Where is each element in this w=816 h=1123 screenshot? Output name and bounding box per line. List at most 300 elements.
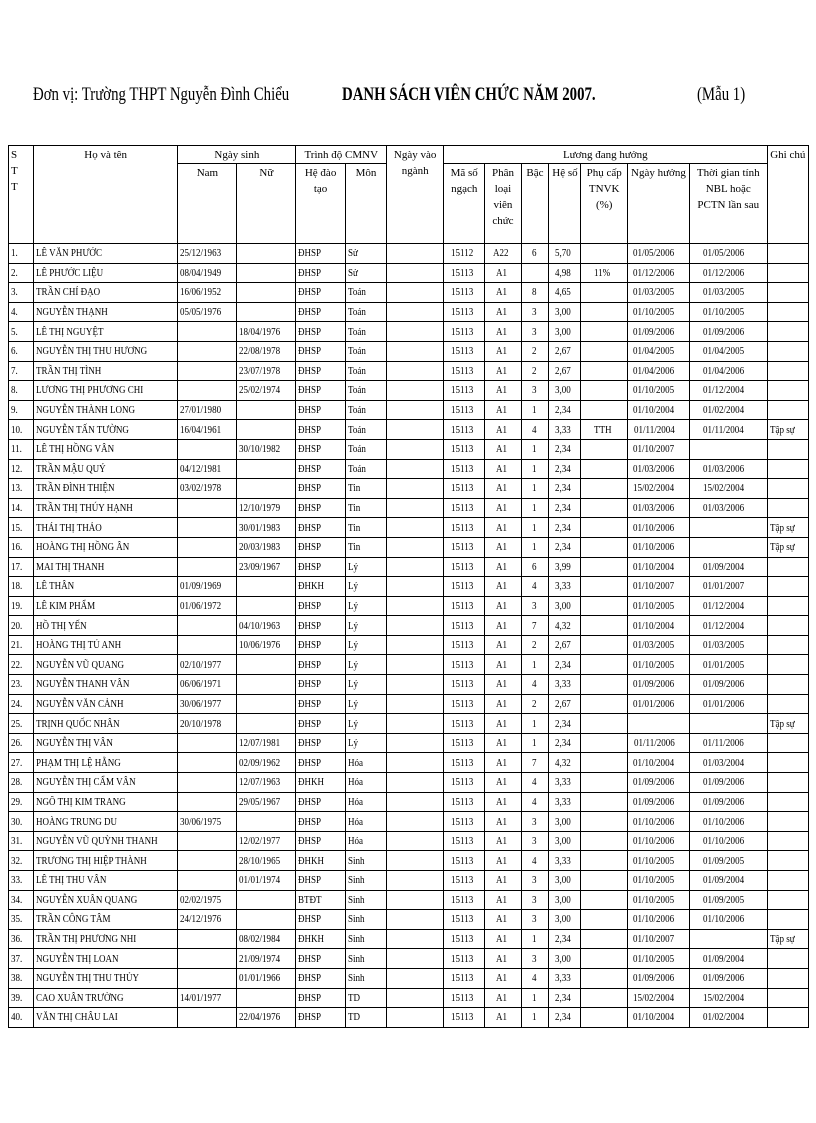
salary-grade-cell: 1 — [521, 479, 549, 499]
salary-since-cell: 01/10/2005 — [627, 871, 689, 891]
salary-coef-cell: 2,34 — [549, 988, 581, 1008]
join-date-cell — [387, 479, 444, 499]
salary-coef-cell: 3,00 — [549, 949, 581, 969]
staff-name-cell: NGUYỄN VŨ QUỲNH THANH — [33, 831, 178, 851]
subject-cell: Lý — [345, 694, 386, 714]
row-number-cell: 11. — [9, 439, 34, 459]
salary-coef-cell: 4,32 — [549, 753, 581, 773]
subject-cell: Toán — [345, 381, 386, 401]
join-date-cell — [387, 773, 444, 793]
subject-cell: Toán — [345, 302, 386, 322]
row-number-cell: 21. — [9, 635, 34, 655]
join-date-cell — [387, 890, 444, 910]
staff-name-cell: TRẦN THỊ PHƯƠNG NHI — [33, 929, 178, 949]
row-number-cell: 5. — [9, 322, 34, 342]
staff-name-cell: NGÔ THỊ KIM TRANG — [33, 792, 178, 812]
row-number-cell: 29. — [9, 792, 34, 812]
salary-grade-cell: 3 — [521, 322, 549, 342]
staff-class-cell: A1 — [485, 498, 521, 518]
birth-male-cell: 27/01/1980 — [178, 400, 237, 420]
staff-class-cell: A1 — [485, 302, 521, 322]
training-type-cell: ĐHSP — [296, 244, 346, 264]
allowance-cell — [581, 596, 628, 616]
birth-female-cell: 04/10/1963 — [237, 616, 296, 636]
join-date-cell — [387, 968, 444, 988]
staff-class-cell: A1 — [485, 988, 521, 1008]
table-row — [9, 988, 809, 1008]
table-row — [9, 479, 809, 499]
training-type-cell: ĐHSP — [296, 988, 346, 1008]
row-number-cell: 23. — [9, 675, 34, 695]
salary-coef-cell: 2,67 — [549, 341, 581, 361]
header-join-date: Ngày vào ngành — [387, 146, 444, 244]
staff-name-cell: LÊ PHƯỚC LIỆU — [33, 263, 178, 283]
join-date-cell — [387, 655, 444, 675]
next-raise-cell: 01/12/2004 — [689, 616, 767, 636]
table-row — [9, 557, 809, 577]
birth-male-cell — [178, 537, 237, 557]
allowance-cell — [581, 616, 628, 636]
salary-coef-cell: 3,00 — [549, 831, 581, 851]
salary-grade-cell: 4 — [521, 577, 549, 597]
table-row — [9, 537, 809, 557]
subject-cell: Toán — [345, 400, 386, 420]
subject-cell: Hóa — [345, 812, 386, 832]
salary-grade-cell: 2 — [521, 361, 549, 381]
next-raise-cell: 01/03/2005 — [689, 283, 767, 303]
row-number-cell: 10. — [9, 420, 34, 440]
join-date-cell — [387, 988, 444, 1008]
salary-grade-cell: 4 — [521, 792, 549, 812]
join-date-cell — [387, 694, 444, 714]
staff-class-cell: A1 — [485, 851, 521, 871]
next-raise-cell: 01/04/2006 — [689, 361, 767, 381]
subject-cell: Hóa — [345, 753, 386, 773]
note-cell — [767, 812, 808, 832]
birth-male-cell: 03/02/1978 — [178, 479, 237, 499]
header-next: Thời gian tính NBL hoặc PCTN lần sau — [689, 164, 767, 244]
salary-grade-cell: 1 — [521, 1008, 549, 1028]
subject-cell: Sinh — [345, 968, 386, 988]
salary-grade-cell: 2 — [521, 341, 549, 361]
staff-name-cell: TRẦN THỊ THÚY HẠNH — [33, 498, 178, 518]
grade-code-cell: 15113 — [444, 577, 485, 597]
row-number-cell: 33. — [9, 871, 34, 891]
birth-male-cell: 16/06/1952 — [178, 283, 237, 303]
birth-female-cell — [237, 263, 296, 283]
birth-female-cell — [237, 655, 296, 675]
join-date-cell — [387, 1008, 444, 1028]
row-number-cell: 30. — [9, 812, 34, 832]
table-row — [9, 929, 809, 949]
training-type-cell: ĐHSP — [296, 420, 346, 440]
grade-code-cell: 15113 — [444, 910, 485, 930]
salary-since-cell: 01/10/2006 — [627, 812, 689, 832]
grade-code-cell: 15113 — [444, 733, 485, 753]
salary-grade-cell: 4 — [521, 773, 549, 793]
salary-since-cell: 01/10/2006 — [627, 537, 689, 557]
salary-since-cell: 01/03/2006 — [627, 498, 689, 518]
next-raise-cell: 01/09/2005 — [689, 851, 767, 871]
salary-since-cell — [627, 714, 689, 734]
join-date-cell — [387, 792, 444, 812]
birth-female-cell: 21/09/1974 — [237, 949, 296, 969]
salary-coef-cell: 2,34 — [549, 400, 581, 420]
subject-cell: TD — [345, 988, 386, 1008]
row-number-cell: 17. — [9, 557, 34, 577]
staff-class-cell: A1 — [485, 675, 521, 695]
note-cell — [767, 302, 808, 322]
document-title: DANH SÁCH VIÊN CHỨC NĂM 2007. — [342, 84, 596, 105]
staff-name-cell: NGUYỄN THỊ LOAN — [33, 949, 178, 969]
header-class: Phân loại viên chức — [485, 164, 521, 244]
staff-name-cell: PHẠM THỊ LỆ HẰNG — [33, 753, 178, 773]
row-number-cell: 27. — [9, 753, 34, 773]
staff-class-cell: A1 — [485, 479, 521, 499]
salary-since-cell: 15/02/2004 — [627, 988, 689, 1008]
training-type-cell: ĐHSP — [296, 557, 346, 577]
table-row — [9, 812, 809, 832]
row-number-cell: 32. — [9, 851, 34, 871]
salary-coef-cell: 2,34 — [549, 1008, 581, 1028]
training-type-cell: ĐHSP — [296, 753, 346, 773]
allowance-cell — [581, 831, 628, 851]
staff-name-cell: MAI THỊ THANH — [33, 557, 178, 577]
next-raise-cell: 01/09/2006 — [689, 792, 767, 812]
training-type-cell: ĐHKH — [296, 851, 346, 871]
salary-grade-cell: 2 — [521, 694, 549, 714]
grade-code-cell: 15113 — [444, 498, 485, 518]
grade-code-cell: 15113 — [444, 812, 485, 832]
birth-male-cell: 02/02/1975 — [178, 890, 237, 910]
allowance-cell — [581, 694, 628, 714]
next-raise-cell: 01/01/2006 — [689, 694, 767, 714]
birth-female-cell: 22/08/1978 — [237, 341, 296, 361]
birth-male-cell — [178, 733, 237, 753]
title-row — [0, 80, 816, 120]
staff-class-cell: A1 — [485, 557, 521, 577]
join-date-cell — [387, 498, 444, 518]
next-raise-cell: 01/09/2004 — [689, 557, 767, 577]
salary-grade-cell: 3 — [521, 596, 549, 616]
header-grade: Bậc — [521, 164, 549, 244]
next-raise-cell: 01/09/2005 — [689, 890, 767, 910]
table-row — [9, 831, 809, 851]
training-type-cell: ĐHSP — [296, 616, 346, 636]
allowance-cell — [581, 459, 628, 479]
birth-female-cell — [237, 910, 296, 930]
salary-coef-cell: 2,34 — [549, 655, 581, 675]
birth-female-cell — [237, 420, 296, 440]
table-row — [9, 1008, 809, 1028]
row-number-cell: 16. — [9, 537, 34, 557]
grade-code-cell: 15113 — [444, 635, 485, 655]
allowance-cell — [581, 773, 628, 793]
salary-since-cell: 01/10/2004 — [627, 753, 689, 773]
training-type-cell: ĐHSP — [296, 498, 346, 518]
allowance-cell — [581, 968, 628, 988]
allowance-cell: TTH — [581, 420, 628, 440]
row-number-cell: 8. — [9, 381, 34, 401]
staff-class-cell: A1 — [485, 361, 521, 381]
salary-grade-cell: 3 — [521, 949, 549, 969]
subject-cell: Sinh — [345, 910, 386, 930]
training-type-cell: ĐHSP — [296, 283, 346, 303]
table-row — [9, 322, 809, 342]
next-raise-cell: 15/02/2004 — [689, 479, 767, 499]
row-number-cell: 4. — [9, 302, 34, 322]
staff-name-cell: LƯƠNG THỊ PHƯƠNG CHI — [33, 381, 178, 401]
salary-grade-cell: 3 — [521, 812, 549, 832]
note-cell — [767, 459, 808, 479]
birth-male-cell — [178, 518, 237, 538]
grade-code-cell: 15113 — [444, 871, 485, 891]
row-number-cell: 20. — [9, 616, 34, 636]
table-row — [9, 577, 809, 597]
birth-male-cell: 16/04/1961 — [178, 420, 237, 440]
note-cell — [767, 341, 808, 361]
join-date-cell — [387, 557, 444, 577]
training-type-cell: ĐHSP — [296, 871, 346, 891]
next-raise-cell: 01/02/2004 — [689, 400, 767, 420]
allowance-cell — [581, 518, 628, 538]
training-type-cell: ĐHSP — [296, 733, 346, 753]
salary-grade-cell: 4 — [521, 851, 549, 871]
next-raise-cell: 01/03/2004 — [689, 753, 767, 773]
salary-coef-cell: 2,34 — [549, 479, 581, 499]
salary-grade-cell: 7 — [521, 616, 549, 636]
subject-cell: Lý — [345, 596, 386, 616]
subject-cell: Lý — [345, 675, 386, 695]
subject-cell: Sinh — [345, 851, 386, 871]
birth-female-cell: 01/01/1966 — [237, 968, 296, 988]
note-cell: Tập sự — [767, 537, 808, 557]
join-date-cell — [387, 263, 444, 283]
salary-coef-cell: 2,34 — [549, 733, 581, 753]
table-row — [9, 302, 809, 322]
staff-name-cell: LÊ THỊ NGUYỆT — [33, 322, 178, 342]
note-cell — [767, 753, 808, 773]
salary-since-cell: 01/04/2005 — [627, 341, 689, 361]
training-type-cell: ĐHSP — [296, 518, 346, 538]
birth-female-cell: 18/04/1976 — [237, 322, 296, 342]
table-row — [9, 459, 809, 479]
row-number-cell: 19. — [9, 596, 34, 616]
salary-coef-cell: 2,34 — [549, 537, 581, 557]
join-date-cell — [387, 400, 444, 420]
staff-class-cell: A1 — [485, 341, 521, 361]
note-cell — [767, 910, 808, 930]
allowance-cell — [581, 479, 628, 499]
allowance-cell — [581, 714, 628, 734]
table-row — [9, 263, 809, 283]
staff-class-cell: A1 — [485, 439, 521, 459]
salary-grade-cell — [521, 263, 549, 283]
join-date-cell — [387, 283, 444, 303]
birth-female-cell: 20/03/1983 — [237, 537, 296, 557]
subject-cell: Lý — [345, 655, 386, 675]
staff-name-cell: HOÀNG THỊ TÚ ANH — [33, 635, 178, 655]
next-raise-cell — [689, 714, 767, 734]
staff-name-cell: TRƯƠNG THỊ HIỆP THÀNH — [33, 851, 178, 871]
salary-grade-cell: 1 — [521, 459, 549, 479]
table-row — [9, 910, 809, 930]
staff-class-cell: A1 — [485, 1008, 521, 1028]
birth-male-cell: 05/05/1976 — [178, 302, 237, 322]
birth-female-cell: 30/10/1982 — [237, 439, 296, 459]
note-cell — [767, 439, 808, 459]
birth-male-cell — [178, 968, 237, 988]
table-row — [9, 420, 809, 440]
row-number-cell: 6. — [9, 341, 34, 361]
allowance-cell — [581, 302, 628, 322]
header-male: Nam — [178, 164, 237, 244]
grade-code-cell: 15113 — [444, 714, 485, 734]
grade-code-cell: 15113 — [444, 439, 485, 459]
grade-code-cell: 15113 — [444, 537, 485, 557]
salary-since-cell: 01/10/2007 — [627, 439, 689, 459]
staff-name-cell: LÊ VĂN PHƯỚC — [33, 244, 178, 264]
subject-cell: Lý — [345, 635, 386, 655]
row-number-cell: 28. — [9, 773, 34, 793]
salary-since-cell: 01/10/2005 — [627, 381, 689, 401]
subject-cell: Lý — [345, 733, 386, 753]
row-number-cell: 26. — [9, 733, 34, 753]
staff-name-cell: NGUYỄN THÀNH LONG — [33, 400, 178, 420]
header-allowance: Phụ cấp TNVK (%) — [581, 164, 628, 244]
grade-code-cell: 15113 — [444, 361, 485, 381]
salary-coef-cell: 3,33 — [549, 773, 581, 793]
salary-grade-cell: 3 — [521, 871, 549, 891]
training-type-cell: ĐHSP — [296, 949, 346, 969]
allowance-cell — [581, 439, 628, 459]
staff-name-cell: NGUYỄN XUÂN QUANG — [33, 890, 178, 910]
join-date-cell — [387, 910, 444, 930]
header-name: Họ và tên — [33, 146, 178, 244]
training-type-cell: ĐHSP — [296, 714, 346, 734]
subject-cell: Toán — [345, 439, 386, 459]
staff-class-cell: A1 — [485, 420, 521, 440]
staff-name-cell: CAO XUÂN TRƯỜNG — [33, 988, 178, 1008]
salary-grade-cell: 1 — [521, 498, 549, 518]
training-type-cell: ĐHSP — [296, 694, 346, 714]
allowance-cell — [581, 988, 628, 1008]
staff-class-cell: A1 — [485, 714, 521, 734]
salary-coef-cell: 4,65 — [549, 283, 581, 303]
salary-since-cell: 01/10/2004 — [627, 400, 689, 420]
join-date-cell — [387, 753, 444, 773]
join-date-cell — [387, 635, 444, 655]
birth-male-cell: 14/01/1977 — [178, 988, 237, 1008]
training-type-cell: ĐHKH — [296, 773, 346, 793]
staff-table — [8, 145, 809, 1028]
grade-code-cell: 15113 — [444, 851, 485, 871]
birth-male-cell — [178, 341, 237, 361]
salary-grade-cell: 6 — [521, 557, 549, 577]
birth-male-cell — [178, 361, 237, 381]
header-stt: S T T — [9, 146, 34, 244]
salary-grade-cell: 3 — [521, 302, 549, 322]
note-cell — [767, 322, 808, 342]
birth-female-cell — [237, 479, 296, 499]
row-number-cell: 31. — [9, 831, 34, 851]
note-cell: Tập sự — [767, 518, 808, 538]
salary-grade-cell: 6 — [521, 244, 549, 264]
note-cell — [767, 596, 808, 616]
row-number-cell: 15. — [9, 518, 34, 538]
salary-since-cell: 01/01/2006 — [627, 694, 689, 714]
salary-coef-cell: 4,98 — [549, 263, 581, 283]
birth-male-cell: 20/10/1978 — [178, 714, 237, 734]
table-row — [9, 968, 809, 988]
birth-male-cell — [178, 773, 237, 793]
birth-male-cell: 24/12/1976 — [178, 910, 237, 930]
note-cell — [767, 968, 808, 988]
row-number-cell: 40. — [9, 1008, 34, 1028]
join-date-cell — [387, 812, 444, 832]
birth-male-cell: 04/12/1981 — [178, 459, 237, 479]
birth-female-cell: 28/10/1965 — [237, 851, 296, 871]
training-type-cell: ĐHSP — [296, 341, 346, 361]
birth-female-cell — [237, 459, 296, 479]
table-row — [9, 675, 809, 695]
note-cell — [767, 479, 808, 499]
note-cell — [767, 498, 808, 518]
subject-cell: TD — [345, 1008, 386, 1028]
header-female: Nữ — [237, 164, 296, 244]
salary-since-cell: 01/09/2006 — [627, 773, 689, 793]
subject-cell: Toán — [345, 341, 386, 361]
table-row — [9, 341, 809, 361]
row-number-cell: 2. — [9, 263, 34, 283]
note-cell — [767, 381, 808, 401]
allowance-cell — [581, 792, 628, 812]
birth-male-cell — [178, 439, 237, 459]
next-raise-cell: 01/11/2004 — [689, 420, 767, 440]
birth-female-cell: 23/09/1967 — [237, 557, 296, 577]
subject-cell: Lý — [345, 557, 386, 577]
subject-cell: Hóa — [345, 831, 386, 851]
allowance-cell — [581, 890, 628, 910]
salary-since-cell: 01/10/2006 — [627, 518, 689, 538]
staff-name-cell: NGUYỄN TẤN TƯỜNG — [33, 420, 178, 440]
birth-female-cell — [237, 302, 296, 322]
salary-coef-cell: 3,00 — [549, 890, 581, 910]
grade-code-cell: 15113 — [444, 596, 485, 616]
salary-coef-cell: 2,67 — [549, 694, 581, 714]
salary-coef-cell: 3,33 — [549, 420, 581, 440]
next-raise-cell: 01/12/2004 — [689, 596, 767, 616]
row-number-cell: 24. — [9, 694, 34, 714]
birth-female-cell — [237, 988, 296, 1008]
grade-code-cell: 15113 — [444, 302, 485, 322]
note-cell: Tập sự — [767, 929, 808, 949]
allowance-cell — [581, 537, 628, 557]
note-cell: Tập sự — [767, 714, 808, 734]
birth-female-cell — [237, 577, 296, 597]
note-cell — [767, 244, 808, 264]
allowance-cell — [581, 557, 628, 577]
birth-male-cell — [178, 498, 237, 518]
note-cell — [767, 616, 808, 636]
join-date-cell — [387, 420, 444, 440]
salary-since-cell: 01/10/2007 — [627, 577, 689, 597]
subject-cell: Toán — [345, 459, 386, 479]
grade-code-cell: 15113 — [444, 988, 485, 1008]
note-cell — [767, 675, 808, 695]
join-date-cell — [387, 381, 444, 401]
table-row — [9, 733, 809, 753]
